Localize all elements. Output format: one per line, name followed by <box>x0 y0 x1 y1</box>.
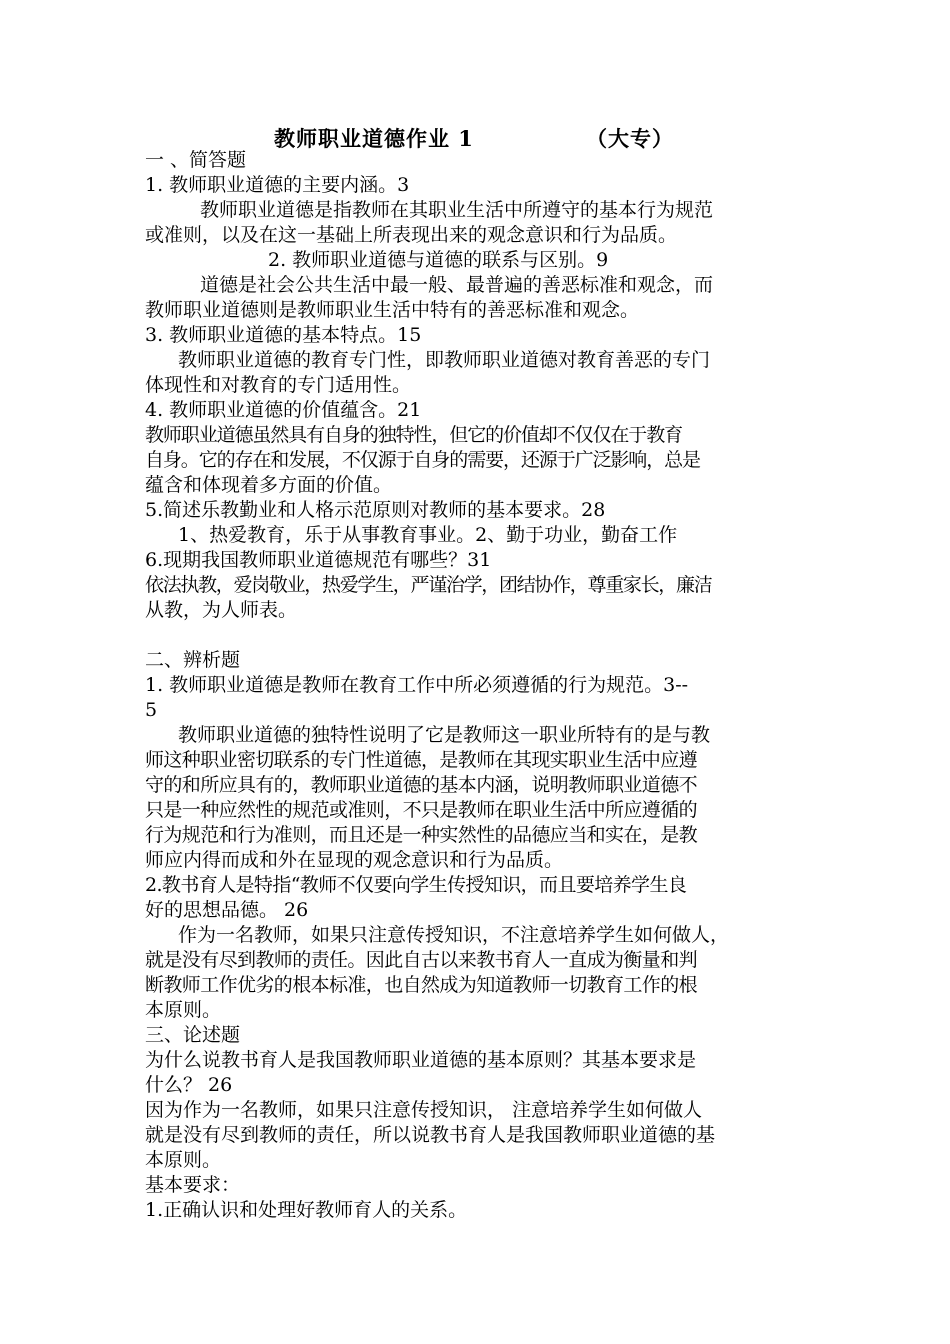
answer-line: 教师职业道德的教育专门性，即教师职业道德对教育善恶的专门 <box>178 349 711 371</box>
title-main: 教师职业道德作业 1 <box>274 126 474 151</box>
answer-line: 断教师工作优劣的根本标准，也自然成为知道教师一切教育工作的根 <box>145 974 698 996</box>
answer-line: 师这种职业密切联系的专门性道德，是教师在其现实职业生活中应遵 <box>145 749 698 771</box>
document-title <box>274 123 674 153</box>
requirements-label: 基本要求： <box>145 1174 241 1196</box>
question-3: 3. 教师职业道德的基本特点。15 <box>145 324 422 346</box>
answer-line: 就是没有尽到教师的责任，所以说教书育人是我国教师职业道德的基 <box>145 1124 716 1146</box>
answer-line: 依法执教，爱岗敬业，热爱学生，严谨治学，团结协作，尊重家长，廉洁 <box>145 574 712 596</box>
answer-line: 教师职业道德则是教师职业生活中特有的善恶标准和观念。 <box>145 299 640 321</box>
question-1: 1. 教师职业道德是教师在教育工作中所必须遵循的行为规范。3-- <box>145 674 689 696</box>
answer-line: 体现性和对教育的专门适用性。 <box>145 374 412 396</box>
section-heading-1: 一 、简答题 <box>145 149 247 171</box>
answer-line: 教师职业道德虽然具有自身的独特性，但它的价值却不仅仅在于教育 <box>145 424 683 446</box>
question-2-cont: 好的思想品德。 26 <box>145 899 309 921</box>
question-1-cont: 5 <box>145 699 158 721</box>
answer-line: 只是一种应然性的规范或准则，不只是教师在职业生活中所应遵循的 <box>145 799 698 821</box>
question-4: 4. 教师职业道德的价值蕴含。21 <box>145 399 422 421</box>
essay-question-cont: 什么？ 26 <box>145 1074 233 1096</box>
answer-line: 教师职业道德的独特性说明了它是教师这一职业所特有的是与教 <box>178 724 711 746</box>
answer-line: 或准则，以及在这一基础上所表现出来的观念意识和行为品质。 <box>145 224 678 246</box>
section-heading-3: 三、论述题 <box>145 1024 241 1046</box>
answer-line: 1、热爱教育，乐于从事教育事业。2、勤于功业，勤奋工作 <box>178 524 678 546</box>
answer-line: 就是没有尽到教师的责任。因此自古以来教书育人一直成为衡量和判 <box>145 949 698 971</box>
question-2: 2.教书育人是特指“教师不仅要向学生传授知识，而且要培养学生良 <box>145 874 687 896</box>
answer-line: 守的和所应具有的，教师职业道德的基本内涵，说明教师职业道德不 <box>145 774 698 796</box>
answer-line: 本原则。 <box>145 1149 222 1171</box>
answer-line: 自身。它的存在和发展，不仅源于自身的需要，还源于广泛影响，总是 <box>145 449 700 471</box>
section-heading-2: 二、辨析题 <box>145 649 241 671</box>
answer-line: 从教，为人师表。 <box>145 599 298 621</box>
answer-line: 因为作为一名教师，如果只注意传授知识， 注意培养学生如何做人 <box>145 1099 703 1121</box>
title-suffix: （大专） <box>586 126 674 151</box>
answer-line: 蕴含和体现着多方面的价值。 <box>145 474 393 496</box>
answer-line: 本原则。 <box>145 999 222 1021</box>
question-2: 2. 教师职业道德与道德的联系与区别。9 <box>268 249 609 271</box>
question-6: 6.现期我国教师职业道德规范有哪些？31 <box>145 549 492 571</box>
answer-line: 作为一名教师，如果只注意传授知识，不注意培养学生如何做人， <box>178 924 730 946</box>
question-5: 5.简述乐教勤业和人格示范原则对教师的基本要求。28 <box>145 499 606 521</box>
answer-line: 师应内得而成和外在显现的观念意识和行为品质。 <box>145 849 564 871</box>
requirement-item: 1.正确认识和处理好教师育人的关系。 <box>145 1199 468 1221</box>
essay-question: 为什么说教书育人是我国教师职业道德的基本原则？其基本要求是 <box>145 1049 697 1071</box>
answer-line: 教师职业道德是指教师在其职业生活中所遵守的基本行为规范 <box>200 199 714 221</box>
question-1: 1. 教师职业道德的主要内涵。3 <box>145 174 410 196</box>
answer-line: 行为规范和行为准则，而且还是一种实然性的品德应当和实在，是教 <box>145 824 698 846</box>
answer-line: 道德是社会公共生活中最一般、最普遍的善恶标准和观念，而 <box>200 274 714 296</box>
